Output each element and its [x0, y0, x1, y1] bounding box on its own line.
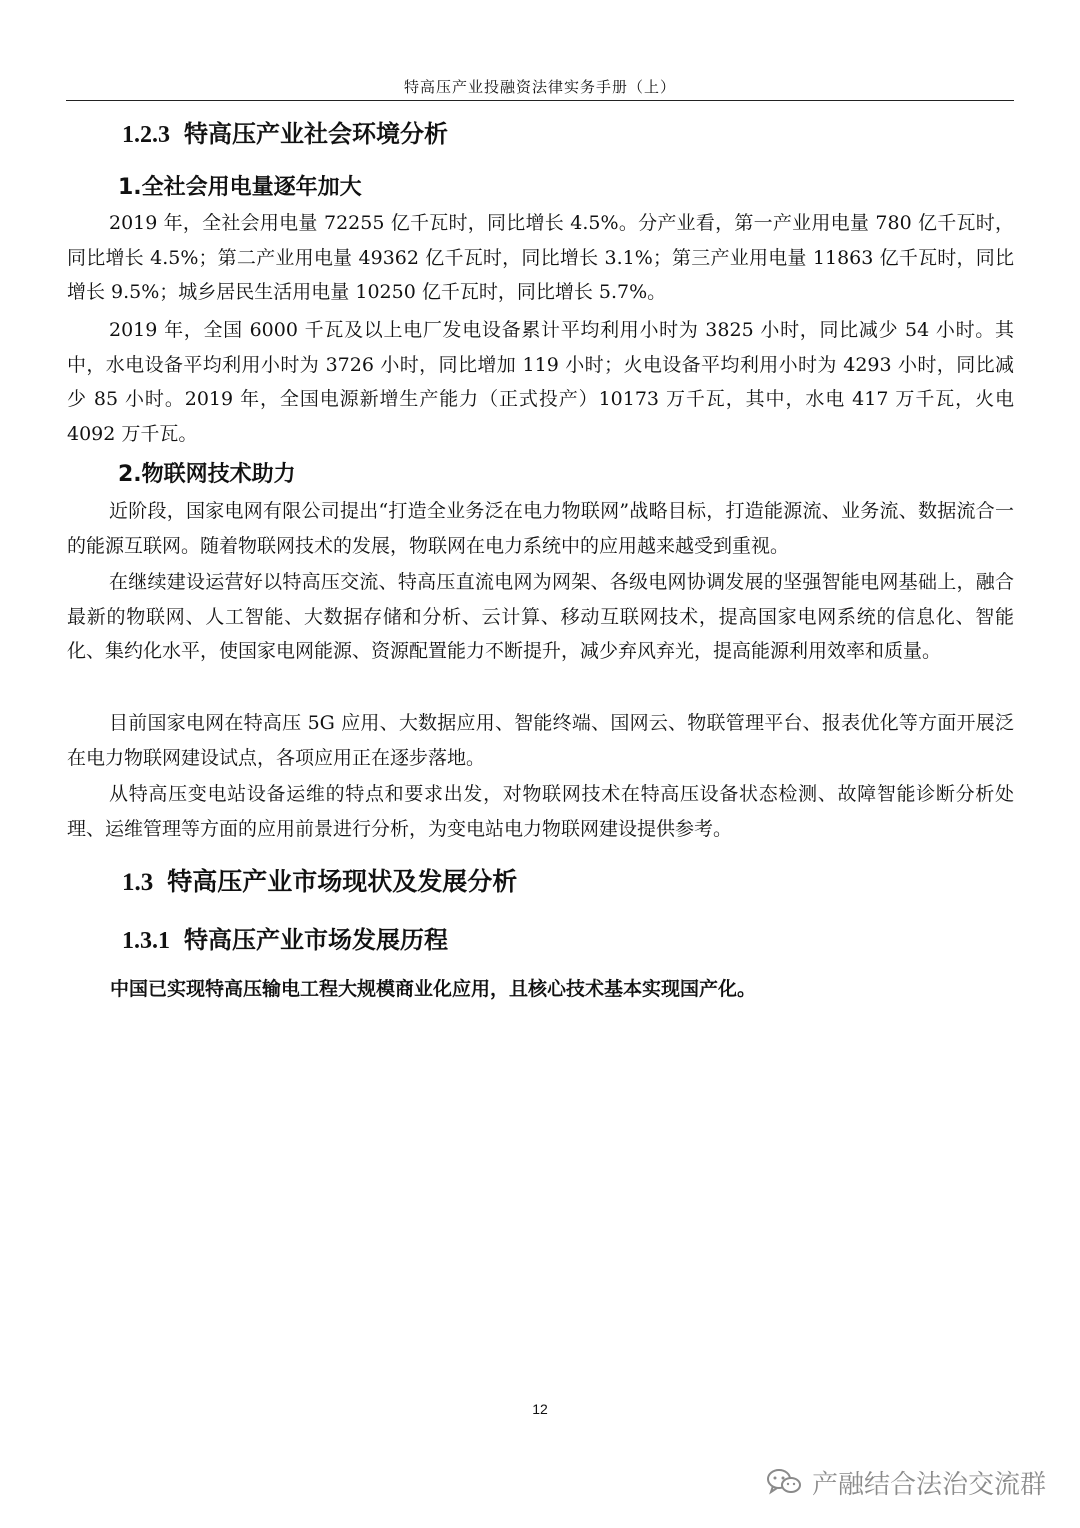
- paragraph: 从特高压变电站设备运维的特点和要求出发，对物联网技术在特高压设备状态检测、故障智能诊断分析处理、运维管理等方面的应用前景进行分析，为变电站电力物联网建设提供参考。: [67, 783, 1014, 840]
- header-rule: [66, 100, 1014, 101]
- watermark-text: 产融结合法治交流群: [811, 1469, 1046, 1500]
- running-header: 特高压产业投融资法律实务手册（上）: [403, 78, 676, 96]
- section-number: 1.3: [122, 869, 154, 896]
- section-heading-1-3: [122, 862, 517, 898]
- paragraph: 2019 年，全国 6000 千瓦及以上电厂发电设备累计平均利用小时为 3825 小时，同比减少 54 小时。其中，水电设备平均利用小时为 3726 小时，同比增加 119 小时；火电设备平均利用小时为 4293 小时，同比减少 85 小时。2019 年，全国电源新增生产能力（正式投产）10173 万千瓦，其中，水电 417 万千瓦，火电 4092 万千瓦。: [67, 319, 1014, 446]
- wechat-icon: [766, 1467, 802, 1497]
- paragraph: 2019 年，全社会用电量 72255 亿千瓦时，同比增长 4.5%。分产业看，第一产业用电量 780 亿千瓦时，同比增长 4.5%；第二产业用电量 49362 亿千瓦时，同比增长 3.1%；第三产业用电量 11863 亿千瓦时，同比增长 9.5%；城乡居民生活用电量 10250 亿千瓦时，同比增长 5.7%。: [67, 212, 1014, 304]
- paragraph: 在继续建设运营好以特高压交流、特高压直流电网为网架、各级电网协调发展的坚强智能电网基础上，融合最新的物联网、人工智能、大数据存储和分析、云计算、移动互联网技术，提高国家电网系统的信息化、智能化、集约化水平，使国家电网能源、资源配置能力不断提升，减少弃风弃光，提高能源利用效率和质量。: [67, 571, 1014, 663]
- section-title: 特高压产业市场发展历程: [184, 926, 448, 954]
- section-number: 1.3.1: [122, 928, 170, 954]
- item-heading-electricity: 1.全社会用电量逐年加大: [118, 175, 362, 200]
- lead-statement: 中国已实现特高压输电工程大规模商业化应用，且核心技术基本实现国产化。: [110, 978, 757, 1000]
- page-number: 12: [532, 1401, 548, 1417]
- section-title: 特高压产业市场现状及发展分析: [167, 867, 518, 896]
- section-heading-1-3-1: [122, 920, 448, 955]
- section-heading-1-2-3: [122, 114, 448, 149]
- paragraph: 目前国家电网在特高压 5G 应用、大数据应用、智能终端、国网云、物联管理平台、报表优化等方面开展泛在电力物联网建设试点，各项应用正在逐步落地。: [67, 712, 1014, 769]
- item-heading-iot: 2.物联网技术助力: [118, 462, 296, 487]
- section-title: 特高压产业社会环境分析: [184, 120, 448, 148]
- section-number: 1.2.3: [122, 122, 170, 148]
- watermark: [766, 1462, 1046, 1502]
- paragraph: 近阶段，国家电网有限公司提出“打造全业务泛在电力物联网”战略目标，打造能源流、业务流、数据流合一的能源互联网。随着物联网技术的发展，物联网在电力系统中的应用越来越受到重视。: [67, 500, 1014, 557]
